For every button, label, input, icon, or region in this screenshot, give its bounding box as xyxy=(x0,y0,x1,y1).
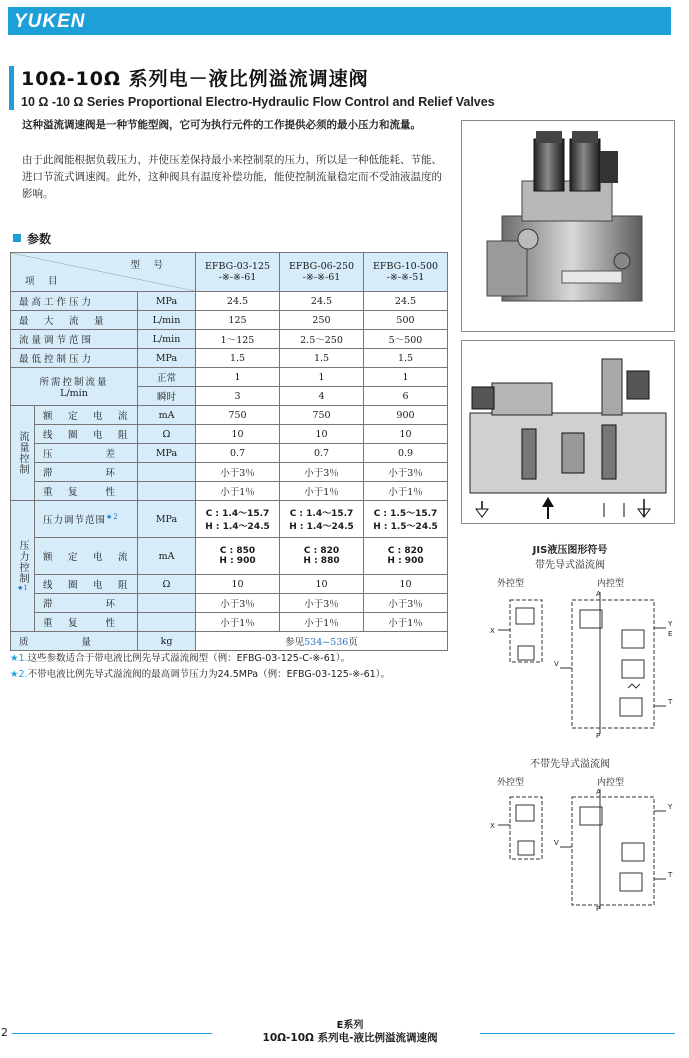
page-reference-link[interactable]: 534~536 xyxy=(304,637,349,648)
intro-paragraph-1: 这种溢流调速阀是一种节能型阀，它可为执行元件的工作提供必须的最小压力和流量。 xyxy=(22,119,421,131)
table-cell: 1.5 xyxy=(364,349,448,368)
model-suffix: -※-※-61 xyxy=(302,272,341,283)
intro-paragraph-2: 由于此阀能根据负载压力，并使压差保持最小来控制泵的压力，所以是一种低能耗、节能、进口节流式调速阀。此外，这种阀具有温度补偿功能，能使控制流量稳定而不受油液温度的影响。 xyxy=(22,154,442,200)
section-heading: 参数 xyxy=(27,232,52,246)
port-y-label: Y xyxy=(668,620,673,628)
port-t-label: T xyxy=(668,698,673,706)
model-code: EFBG-03-125 xyxy=(204,261,271,272)
table-cell: 小于3％ xyxy=(196,463,280,482)
table-row xyxy=(11,425,448,444)
row-label: 线 圈 电 阻 xyxy=(35,575,138,594)
table-row xyxy=(11,538,448,575)
footer-rule-right xyxy=(480,1033,675,1034)
row-unit: mA xyxy=(138,538,196,575)
row-label: 滞 环 xyxy=(35,594,138,613)
row-label: 最 大 流 量 xyxy=(11,311,138,330)
cell-line: C : 1.4～15.7 xyxy=(205,509,270,519)
table-cell: 10 xyxy=(364,575,448,594)
row-unit: kg xyxy=(138,632,196,651)
header-model-label: 型 号 xyxy=(130,260,165,271)
table-row xyxy=(11,575,448,594)
port-e-label: E xyxy=(668,630,673,638)
port-y-label: Y xyxy=(668,803,673,811)
mass-cell xyxy=(196,632,448,651)
port-x-label: X xyxy=(490,627,495,635)
internal-type-label-1: 内控型 xyxy=(597,579,625,589)
table-cell: 10 xyxy=(196,425,280,444)
footnote-marker: ★1. xyxy=(10,653,28,664)
model-code: EFBG-06-250 xyxy=(288,261,355,272)
row-label: 重 复 性 xyxy=(35,482,138,501)
table-cell: 500 xyxy=(364,311,448,330)
table-cell: 24.5 xyxy=(364,292,448,311)
title-accent-bar xyxy=(9,66,14,110)
cell-line: C : 820 xyxy=(387,546,424,556)
table-row xyxy=(11,632,448,651)
row-sublabel: 瞬时 xyxy=(138,387,196,406)
valve-photo-illustration xyxy=(462,121,674,331)
parameter-table xyxy=(10,252,448,651)
footnote-marker: ★2 xyxy=(106,512,119,521)
table-cell xyxy=(364,538,448,575)
table-cell: 小于3％ xyxy=(364,463,448,482)
required-flow-label-cell xyxy=(11,368,138,406)
table-cell: 250 xyxy=(280,311,364,330)
table-cell: 24.5 xyxy=(196,292,280,311)
table-cell: 小于1％ xyxy=(364,482,448,501)
table-row xyxy=(11,292,448,311)
table-row xyxy=(11,406,448,425)
section-bullet-icon xyxy=(13,234,21,242)
cross-section-illustration xyxy=(462,341,674,523)
pressure-control-group-label: 压力控制 xyxy=(17,540,28,584)
row-unit: Ω xyxy=(138,575,196,594)
table-row xyxy=(11,330,448,349)
row-label: 重 复 性 xyxy=(35,613,138,632)
header-item-label: 项 目 xyxy=(25,276,60,287)
table-cell: 4 xyxy=(280,387,364,406)
row-unit: mA xyxy=(138,406,196,425)
table-cell: 1 xyxy=(280,368,364,387)
cell-line: C : 1.5～15.7 xyxy=(373,509,438,519)
table-row xyxy=(11,444,448,463)
pressure-control-group-cell xyxy=(11,501,35,632)
row-unit: MPa xyxy=(138,292,196,311)
table-header-row xyxy=(11,253,448,292)
with-pilot-caption: 带先导式溢流阀 xyxy=(535,560,605,571)
table-cell: 10 xyxy=(364,425,448,444)
port-v-label: V xyxy=(554,839,559,847)
table-cell: 3 xyxy=(196,387,280,406)
page-number: 2 xyxy=(1,1026,8,1039)
valve-cross-section-drawing xyxy=(461,340,675,524)
table-row xyxy=(11,613,448,632)
table-cell xyxy=(280,501,364,538)
row-unit: L/min xyxy=(60,388,88,399)
port-p-label: P xyxy=(596,905,601,912)
footnote-marker: ★2. xyxy=(10,669,28,680)
table-cell: 10 xyxy=(280,425,364,444)
mass-prefix: 参见 xyxy=(285,637,305,648)
model-suffix: -※-※-61 xyxy=(218,272,257,283)
row-label: 质 量 xyxy=(11,632,138,651)
external-type-label-1: 外控型 xyxy=(497,579,525,589)
row-label: 滞 环 xyxy=(35,463,138,482)
port-x-label: X xyxy=(490,822,495,830)
footer-series: E系列 xyxy=(336,1020,364,1031)
table-cell: 24.5 xyxy=(280,292,364,311)
table-row xyxy=(11,463,448,482)
table-cell: 2.5～250 xyxy=(280,330,364,349)
model-code: EFBG-10-500 xyxy=(372,261,439,272)
row-label: 最高工作压力 xyxy=(11,292,138,311)
row-sublabel: 正常 xyxy=(138,368,196,387)
port-a-label: A xyxy=(596,590,601,598)
row-unit xyxy=(138,463,196,482)
table-cell: 1～125 xyxy=(196,330,280,349)
model-header xyxy=(280,253,364,292)
table-cell: 10 xyxy=(196,575,280,594)
header-corner-cell xyxy=(11,253,196,292)
jis-symbol-title: JIS液压图形符号 xyxy=(532,545,608,556)
table-cell: 6 xyxy=(364,387,448,406)
page-title: 10Ω-10Ω 系列电－液比例溢流调速阀 xyxy=(21,68,369,90)
table-row xyxy=(11,349,448,368)
table-row xyxy=(11,368,448,387)
table-cell: 小于3％ xyxy=(196,594,280,613)
table-cell xyxy=(280,538,364,575)
table-cell: 900 xyxy=(364,406,448,425)
footnote-1 xyxy=(10,651,450,666)
header-bar xyxy=(8,7,671,35)
row-unit: MPa xyxy=(138,501,196,538)
row-unit xyxy=(138,613,196,632)
table-row xyxy=(11,311,448,330)
table-cell xyxy=(196,501,280,538)
mass-suffix: 页 xyxy=(348,637,358,648)
table-cell: 5～500 xyxy=(364,330,448,349)
row-label: 所需控制流量 xyxy=(39,377,109,388)
row-label: 最低控制压力 xyxy=(11,349,138,368)
table-cell: 小于3％ xyxy=(364,594,448,613)
port-a-label: A xyxy=(596,788,601,796)
cell-line: H : 900 xyxy=(219,556,256,566)
row-label: 线 圈 电 阻 xyxy=(35,425,138,444)
row-label: 流量调节范围 xyxy=(11,330,138,349)
row-unit xyxy=(138,594,196,613)
table-cell: 小于3％ xyxy=(280,594,364,613)
internal-type-label-2: 内控型 xyxy=(597,778,625,788)
model-header xyxy=(196,253,280,292)
port-p-label: P xyxy=(596,732,601,738)
footer-title: 10Ω-10Ω 系列电-液比例溢流调速阀 xyxy=(262,1032,438,1044)
cell-line: H : 880 xyxy=(303,556,340,566)
cell-line: C : 850 xyxy=(219,546,256,556)
hydraulic-symbol-without-pilot xyxy=(490,787,675,912)
table-cell: 0.7 xyxy=(280,444,364,463)
table-cell: 1 xyxy=(196,368,280,387)
row-unit: Ω xyxy=(138,425,196,444)
row-label: 压力调节范围 xyxy=(43,515,107,526)
cell-line: H : 1.4～24.5 xyxy=(205,522,270,532)
model-suffix: -※-※-51 xyxy=(386,272,425,283)
page-subtitle: 10 Ω -10 Ω Series Proportional Electro-Hydraulic Flow Control and Relief Valves xyxy=(21,95,495,109)
table-cell: 小于1％ xyxy=(280,613,364,632)
cell-line: C : 820 xyxy=(303,546,340,556)
row-unit: L/min xyxy=(138,330,196,349)
table-cell: 1 xyxy=(364,368,448,387)
cell-line: H : 1.4～24.5 xyxy=(289,522,354,532)
footnote-text: 不带电液比例先导式溢流阀的最高调节压力为24.5MPa（例：EFBG-03-125-※-61）。 xyxy=(27,669,390,680)
table-cell: 小于1％ xyxy=(196,613,280,632)
table-cell: 小于1％ xyxy=(364,613,448,632)
table-row xyxy=(11,482,448,501)
row-unit: MPa xyxy=(138,349,196,368)
footnote-marker: ★1 xyxy=(17,584,28,592)
yuken-logo: YUKEN xyxy=(14,11,86,32)
table-cell: 1.5 xyxy=(280,349,364,368)
cell-line: C : 1.4～15.7 xyxy=(289,509,354,519)
valve-product-photo xyxy=(461,120,675,332)
external-type-label-2: 外控型 xyxy=(497,778,525,788)
table-cell: 0.7 xyxy=(196,444,280,463)
table-cell: 1.5 xyxy=(196,349,280,368)
table-cell: 小于1％ xyxy=(280,482,364,501)
hydraulic-symbol-with-pilot xyxy=(490,588,675,738)
footnote-2 xyxy=(10,667,450,682)
row-unit xyxy=(138,482,196,501)
footer-rule-left xyxy=(12,1033,212,1034)
port-v-label: V xyxy=(554,660,559,668)
row-label: 额 定 电 流 xyxy=(35,538,138,575)
table-cell: 750 xyxy=(196,406,280,425)
table-cell: 小于1％ xyxy=(196,482,280,501)
table-row xyxy=(11,594,448,613)
flow-control-group-label: 流量控制 xyxy=(11,406,35,501)
row-unit: MPa xyxy=(138,444,196,463)
table-cell: 10 xyxy=(280,575,364,594)
footnote-text: 这些参数适合于带电液比例先导式溢流阀型（例：EFBG-03-125-C-※-61）。 xyxy=(27,653,351,664)
table-cell: 小于3％ xyxy=(280,463,364,482)
table-cell xyxy=(364,501,448,538)
cell-line: H : 1.5～24.5 xyxy=(373,522,438,532)
cell-line: H : 900 xyxy=(387,556,424,566)
table-cell xyxy=(196,538,280,575)
row-label-cell xyxy=(35,501,138,538)
without-pilot-caption: 不带先导式溢流阀 xyxy=(530,759,610,770)
port-t-label: T xyxy=(668,871,673,879)
table-cell: 0.9 xyxy=(364,444,448,463)
row-label: 压 差 xyxy=(35,444,138,463)
table-row xyxy=(11,501,448,538)
model-header xyxy=(364,253,448,292)
row-unit: L/min xyxy=(138,311,196,330)
table-cell: 750 xyxy=(280,406,364,425)
table-cell: 125 xyxy=(196,311,280,330)
row-label: 额 定 电 流 xyxy=(35,406,138,425)
